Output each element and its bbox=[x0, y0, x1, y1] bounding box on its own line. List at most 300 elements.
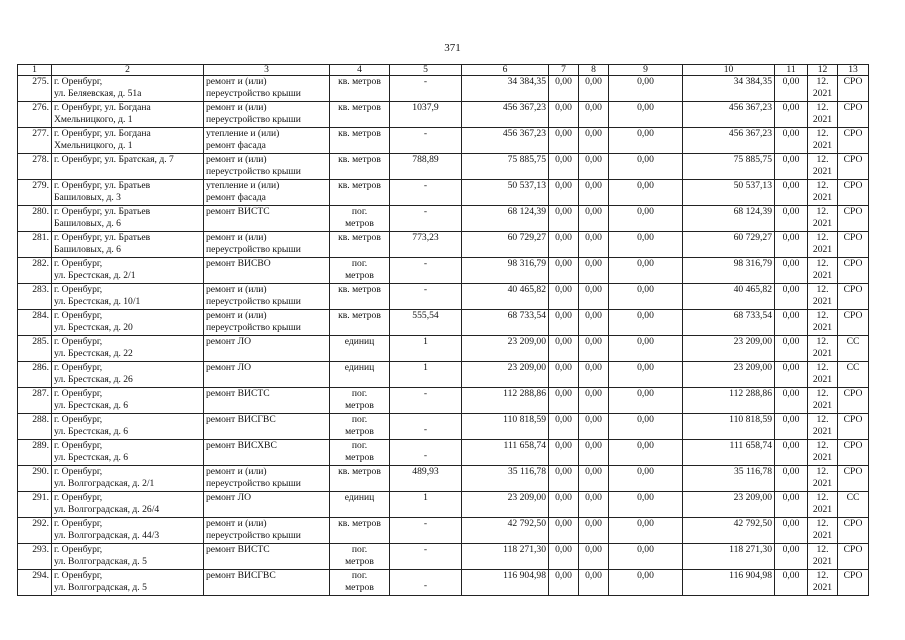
fund-cell-10 bbox=[683, 232, 775, 258]
address-cell bbox=[52, 388, 204, 414]
total-cost-cell bbox=[462, 206, 549, 232]
deadline-cell bbox=[808, 544, 838, 570]
fund-cell-8 bbox=[579, 180, 609, 206]
field-c8: 0,00 bbox=[585, 492, 602, 503]
field-n: 278. bbox=[32, 154, 49, 165]
row-number bbox=[18, 440, 52, 466]
field-c10: 60 729,27 bbox=[733, 232, 772, 243]
field-n: 283. bbox=[32, 284, 49, 295]
fund-cell-8 bbox=[579, 232, 609, 258]
field-qty: 773,23 bbox=[412, 232, 439, 243]
fund-cell-8 bbox=[579, 258, 609, 284]
method-cell bbox=[838, 284, 869, 310]
column-number: 2 bbox=[52, 65, 204, 76]
column-number: 9 bbox=[609, 65, 683, 76]
field-c10: 42 792,50 bbox=[733, 518, 772, 529]
fund-cell-9 bbox=[609, 570, 683, 596]
fund-cell-10 bbox=[683, 206, 775, 232]
field-c9: 0,00 bbox=[637, 336, 654, 347]
fund-cell-8 bbox=[579, 362, 609, 388]
field-org: СРО bbox=[843, 284, 863, 295]
field-work1: ремонт ЛО bbox=[206, 492, 252, 503]
fund-cell-10 bbox=[683, 336, 775, 362]
field-n: 282. bbox=[32, 258, 49, 269]
unit-cell bbox=[330, 76, 390, 102]
quantity-cell bbox=[390, 258, 462, 284]
row-number bbox=[18, 232, 52, 258]
field-n: 292. bbox=[32, 518, 49, 529]
field-addr1: г. Оренбург, ул. Богдана bbox=[54, 128, 151, 139]
fund-cell-10 bbox=[683, 76, 775, 102]
fund-cell-7 bbox=[549, 180, 579, 206]
fund-cell-11 bbox=[775, 310, 808, 336]
field-work1: ремонт и (или) bbox=[206, 76, 267, 87]
field-org: СРО bbox=[843, 570, 863, 581]
field-c8: 0,00 bbox=[585, 206, 602, 217]
field-addr1: г. Оренбург, ул. Богдана bbox=[54, 102, 151, 113]
field-y: 2021 bbox=[812, 504, 833, 515]
fund-cell-7 bbox=[549, 310, 579, 336]
field-c7: 0,00 bbox=[555, 284, 572, 295]
field-unit1: единиц bbox=[344, 492, 375, 503]
table-row bbox=[18, 128, 869, 154]
field-c7: 0,00 bbox=[555, 180, 572, 191]
field-c8: 0,00 bbox=[585, 336, 602, 347]
register-table bbox=[17, 64, 869, 596]
field-unit2: метров bbox=[345, 218, 374, 229]
unit-cell bbox=[330, 518, 390, 544]
field-addr1: г. Оренбург, ул. Братьев bbox=[54, 206, 151, 217]
total-cost-cell bbox=[462, 76, 549, 102]
field-work2: переустройство крыши bbox=[206, 114, 301, 125]
fund-cell-11 bbox=[775, 570, 808, 596]
work-type-cell bbox=[204, 232, 330, 258]
address-cell bbox=[52, 206, 204, 232]
fund-cell-11 bbox=[775, 232, 808, 258]
fund-cell-11 bbox=[775, 258, 808, 284]
fund-cell-10 bbox=[683, 284, 775, 310]
fund-cell-8 bbox=[579, 336, 609, 362]
column-number: 4 bbox=[330, 65, 390, 76]
field-qty: 788,89 bbox=[412, 154, 439, 165]
field-n: 286. bbox=[32, 362, 49, 373]
field-c7: 0,00 bbox=[555, 232, 572, 243]
fund-cell-7 bbox=[549, 388, 579, 414]
unit-cell bbox=[330, 466, 390, 492]
field-addr2: ул. Волгоградская, д. 44/3 bbox=[54, 530, 160, 541]
field-n: 288. bbox=[32, 414, 49, 425]
address-cell bbox=[52, 518, 204, 544]
field-c10: 68 733,54 bbox=[733, 310, 772, 321]
work-type-cell bbox=[204, 492, 330, 518]
field-y: 2021 bbox=[812, 88, 833, 99]
field-c9: 0,00 bbox=[637, 492, 654, 503]
method-cell bbox=[838, 362, 869, 388]
field-c10: 110 818,59 bbox=[729, 414, 772, 425]
field-unit1: пог. bbox=[351, 258, 368, 269]
field-n: 276. bbox=[32, 102, 49, 113]
table-row bbox=[18, 544, 869, 570]
field-qty: 1 bbox=[423, 336, 428, 347]
row-number bbox=[18, 362, 52, 388]
row-number bbox=[18, 518, 52, 544]
fund-cell-7 bbox=[549, 206, 579, 232]
field-addr1: г. Оренбург, bbox=[54, 492, 103, 503]
field-org: СРО bbox=[843, 128, 863, 139]
fund-cell-9 bbox=[609, 76, 683, 102]
fund-cell-9 bbox=[609, 414, 683, 440]
row-number bbox=[18, 414, 52, 440]
field-qty: - bbox=[423, 180, 428, 191]
field-addr1: г. Оренбург, bbox=[54, 362, 103, 373]
field-org: СРО bbox=[843, 258, 863, 269]
unit-cell bbox=[330, 206, 390, 232]
unit-cell bbox=[330, 414, 390, 440]
fund-cell-9 bbox=[609, 102, 683, 128]
address-cell bbox=[52, 440, 204, 466]
unit-cell bbox=[330, 180, 390, 206]
field-c11: 0,00 bbox=[782, 310, 800, 321]
row-number bbox=[18, 388, 52, 414]
field-unit2: метров bbox=[345, 556, 374, 567]
field-qty: - bbox=[423, 258, 428, 269]
work-type-cell bbox=[204, 388, 330, 414]
field-c9: 0,00 bbox=[637, 128, 654, 139]
field-m: 12. bbox=[816, 154, 829, 165]
field-work1: утепление и (или) bbox=[206, 128, 280, 139]
field-y: 2021 bbox=[812, 374, 833, 385]
field-unit1: кв. метров bbox=[338, 180, 381, 191]
work-type-cell bbox=[204, 336, 330, 362]
field-addr1: г. Оренбург, bbox=[54, 284, 103, 295]
field-c8: 0,00 bbox=[585, 102, 602, 113]
field-work2: переустройство крыши bbox=[206, 88, 301, 99]
quantity-cell bbox=[390, 518, 462, 544]
field-c11: 0,00 bbox=[782, 284, 800, 295]
field-org: СРО bbox=[843, 102, 863, 113]
field-addr1: г. Оренбург, bbox=[54, 518, 103, 529]
deadline-cell bbox=[808, 336, 838, 362]
field-org: СРО bbox=[843, 518, 863, 529]
fund-cell-11 bbox=[775, 206, 808, 232]
fund-cell-7 bbox=[549, 284, 579, 310]
field-qty: - bbox=[423, 580, 428, 591]
field-m: 12. bbox=[816, 180, 829, 191]
field-n: 294. bbox=[32, 570, 49, 581]
field-c7: 0,00 bbox=[555, 492, 572, 503]
field-y: 2021 bbox=[812, 530, 833, 541]
field-org: СРО bbox=[843, 466, 863, 477]
field-addr2: Башиловых, д. 6 bbox=[54, 218, 121, 229]
field-y: 2021 bbox=[812, 348, 833, 359]
fund-cell-8 bbox=[579, 414, 609, 440]
field-n: 284. bbox=[32, 310, 49, 321]
table-row bbox=[18, 492, 869, 518]
quantity-cell bbox=[390, 492, 462, 518]
field-unit2: метров bbox=[345, 400, 374, 411]
field-c10: 68 124,39 bbox=[733, 206, 772, 217]
row-number bbox=[18, 128, 52, 154]
total-cost-cell bbox=[462, 492, 549, 518]
field-c8: 0,00 bbox=[585, 570, 602, 581]
field-c8: 0,00 bbox=[585, 180, 602, 191]
field-org: СРО bbox=[843, 206, 863, 217]
field-c9: 0,00 bbox=[637, 310, 654, 321]
field-c7: 0,00 bbox=[555, 544, 572, 555]
unit-cell bbox=[330, 440, 390, 466]
field-n: 279. bbox=[32, 180, 49, 191]
field-unit1: пог. bbox=[351, 544, 368, 555]
table-row bbox=[18, 414, 869, 440]
table-row bbox=[18, 362, 869, 388]
address-cell bbox=[52, 310, 204, 336]
fund-cell-10 bbox=[683, 102, 775, 128]
deadline-cell bbox=[808, 388, 838, 414]
field-c7: 0,00 bbox=[555, 388, 572, 399]
address-cell bbox=[52, 570, 204, 596]
field-c7: 0,00 bbox=[555, 310, 572, 321]
row-number bbox=[18, 310, 52, 336]
table-row bbox=[18, 76, 869, 102]
field-qty: - bbox=[423, 76, 428, 87]
fund-cell-10 bbox=[683, 154, 775, 180]
field-c10: 23 209,00 bbox=[733, 362, 772, 373]
total-cost-cell bbox=[462, 518, 549, 544]
field-addr1: г. Оренбург, ул. Братьев bbox=[54, 180, 151, 191]
field-total: 116 904,98 bbox=[503, 570, 546, 581]
method-cell bbox=[838, 518, 869, 544]
field-work1: ремонт ВИСВО bbox=[206, 258, 271, 269]
field-total: 456 367,23 bbox=[502, 128, 546, 139]
field-total: 60 729,27 bbox=[507, 232, 546, 243]
unit-cell bbox=[330, 388, 390, 414]
field-c8: 0,00 bbox=[585, 232, 602, 243]
field-work1: ремонт и (или) bbox=[206, 102, 267, 113]
quantity-cell bbox=[390, 310, 462, 336]
table-row bbox=[18, 440, 869, 466]
table-row bbox=[18, 258, 869, 284]
work-type-cell bbox=[204, 154, 330, 180]
work-type-cell bbox=[204, 362, 330, 388]
field-addr2: ул. Волгоградская, д. 2/1 bbox=[54, 478, 155, 489]
fund-cell-11 bbox=[775, 440, 808, 466]
total-cost-cell bbox=[462, 414, 549, 440]
column-number: 5 bbox=[390, 65, 462, 76]
deadline-cell bbox=[808, 492, 838, 518]
field-c11: 0,00 bbox=[782, 258, 800, 269]
work-type-cell bbox=[204, 570, 330, 596]
field-m: 12. bbox=[816, 232, 829, 243]
field-c9: 0,00 bbox=[637, 466, 654, 477]
address-cell bbox=[52, 362, 204, 388]
field-total: 50 537,13 bbox=[507, 180, 546, 191]
field-addr1: г. Оренбург, bbox=[54, 310, 103, 321]
field-c7: 0,00 bbox=[555, 258, 572, 269]
field-c11: 0,00 bbox=[782, 154, 800, 165]
field-work1: ремонт и (или) bbox=[206, 310, 267, 321]
field-m: 12. bbox=[816, 466, 829, 477]
method-cell bbox=[838, 102, 869, 128]
field-total: 112 288,86 bbox=[503, 388, 546, 399]
deadline-cell bbox=[808, 518, 838, 544]
deadline-cell bbox=[808, 154, 838, 180]
table-row bbox=[18, 336, 869, 362]
fund-cell-9 bbox=[609, 518, 683, 544]
quantity-cell bbox=[390, 102, 462, 128]
table-row bbox=[18, 466, 869, 492]
field-c9: 0,00 bbox=[637, 284, 654, 295]
field-c8: 0,00 bbox=[585, 258, 602, 269]
fund-cell-8 bbox=[579, 544, 609, 570]
address-cell bbox=[52, 154, 204, 180]
field-total: 110 818,59 bbox=[503, 414, 546, 425]
method-cell bbox=[838, 570, 869, 596]
field-c10: 23 209,00 bbox=[733, 492, 772, 503]
field-addr2: ул. Волгоградская, д. 26/4 bbox=[54, 504, 160, 515]
field-y: 2021 bbox=[812, 296, 833, 307]
field-addr1: г. Оренбург, ул. Братская, д. 7 bbox=[54, 154, 174, 165]
field-org: СРО bbox=[843, 388, 863, 399]
field-c10: 456 367,23 bbox=[728, 102, 772, 113]
field-n: 277. bbox=[32, 128, 49, 139]
total-cost-cell bbox=[462, 154, 549, 180]
address-cell bbox=[52, 102, 204, 128]
fund-cell-11 bbox=[775, 388, 808, 414]
method-cell bbox=[838, 492, 869, 518]
work-type-cell bbox=[204, 310, 330, 336]
field-unit1: кв. метров bbox=[338, 284, 381, 295]
field-unit1: кв. метров bbox=[338, 154, 381, 165]
unit-cell bbox=[330, 128, 390, 154]
method-cell bbox=[838, 388, 869, 414]
total-cost-cell bbox=[462, 466, 549, 492]
field-c7: 0,00 bbox=[555, 440, 572, 451]
work-type-cell bbox=[204, 544, 330, 570]
field-m: 12. bbox=[816, 388, 829, 399]
field-total: 40 465,82 bbox=[507, 284, 546, 295]
field-y: 2021 bbox=[812, 426, 833, 437]
fund-cell-7 bbox=[549, 492, 579, 518]
row-number bbox=[18, 206, 52, 232]
field-c11: 0,00 bbox=[782, 128, 800, 139]
field-addr1: г. Оренбург, bbox=[54, 544, 103, 555]
row-number bbox=[18, 258, 52, 284]
field-c11: 0,00 bbox=[782, 336, 800, 347]
work-type-cell bbox=[204, 466, 330, 492]
field-c9: 0,00 bbox=[637, 440, 654, 451]
field-work1: ремонт и (или) bbox=[206, 284, 267, 295]
field-work1: ремонт ВИСТС bbox=[206, 206, 270, 217]
field-addr1: г. Оренбург, bbox=[54, 336, 103, 347]
total-cost-cell bbox=[462, 544, 549, 570]
table-row bbox=[18, 232, 869, 258]
unit-cell bbox=[330, 258, 390, 284]
address-cell bbox=[52, 232, 204, 258]
work-type-cell bbox=[204, 180, 330, 206]
field-addr2: Башиловых, д. 6 bbox=[54, 244, 121, 255]
field-total: 42 792,50 bbox=[507, 518, 546, 529]
field-work1: ремонт ВИСТС bbox=[206, 388, 270, 399]
fund-cell-11 bbox=[775, 362, 808, 388]
field-m: 12. bbox=[816, 284, 829, 295]
field-m: 12. bbox=[816, 102, 829, 113]
fund-cell-7 bbox=[549, 362, 579, 388]
fund-cell-8 bbox=[579, 284, 609, 310]
table-row bbox=[18, 102, 869, 128]
field-c10: 75 885,75 bbox=[733, 154, 772, 165]
field-qty: 1 bbox=[423, 362, 428, 373]
column-number: 3 bbox=[204, 65, 330, 76]
address-cell bbox=[52, 258, 204, 284]
field-c10: 23 209,00 bbox=[733, 336, 772, 347]
row-number bbox=[18, 102, 52, 128]
field-qty: 489,93 bbox=[412, 466, 439, 477]
field-org: СРО bbox=[843, 310, 863, 321]
field-c7: 0,00 bbox=[555, 154, 572, 165]
field-m: 12. bbox=[816, 440, 829, 451]
field-c7: 0,00 bbox=[555, 362, 572, 373]
address-cell bbox=[52, 76, 204, 102]
field-total: 111 658,74 bbox=[503, 440, 546, 451]
field-c10: 118 271,30 bbox=[729, 544, 772, 555]
field-total: 75 885,75 bbox=[507, 154, 546, 165]
field-c10: 35 116,78 bbox=[733, 466, 772, 477]
field-n: 280. bbox=[32, 206, 49, 217]
field-c11: 0,00 bbox=[782, 362, 800, 373]
field-addr1: г. Оренбург, bbox=[54, 466, 103, 477]
field-org: СРО bbox=[843, 180, 863, 191]
unit-cell bbox=[330, 310, 390, 336]
field-unit1: пог. bbox=[351, 414, 368, 425]
field-m: 12. bbox=[816, 570, 829, 581]
field-org: СРО bbox=[843, 232, 863, 243]
deadline-cell bbox=[808, 258, 838, 284]
fund-cell-7 bbox=[549, 466, 579, 492]
fund-cell-9 bbox=[609, 336, 683, 362]
field-n: 289. bbox=[32, 440, 49, 451]
field-work2: переустройство крыши bbox=[206, 530, 301, 541]
method-cell bbox=[838, 180, 869, 206]
fund-cell-8 bbox=[579, 492, 609, 518]
field-addr2: ул. Брестская, д. 6 bbox=[54, 452, 129, 463]
field-org: СРО bbox=[843, 440, 863, 451]
field-c11: 0,00 bbox=[782, 388, 800, 399]
total-cost-cell bbox=[462, 180, 549, 206]
address-cell bbox=[52, 180, 204, 206]
column-number: 11 bbox=[775, 65, 808, 76]
field-m: 12. bbox=[816, 544, 829, 555]
field-y: 2021 bbox=[812, 478, 833, 489]
field-c11: 0,00 bbox=[782, 180, 800, 191]
field-qty: 555,54 bbox=[412, 310, 439, 321]
field-c7: 0,00 bbox=[555, 570, 572, 581]
unit-cell bbox=[330, 492, 390, 518]
fund-cell-9 bbox=[609, 466, 683, 492]
deadline-cell bbox=[808, 466, 838, 492]
address-cell bbox=[52, 492, 204, 518]
field-n: 293. bbox=[32, 544, 49, 555]
field-unit1: кв. метров bbox=[338, 128, 381, 139]
fund-cell-9 bbox=[609, 492, 683, 518]
fund-cell-10 bbox=[683, 180, 775, 206]
page-number: 371 bbox=[444, 42, 461, 54]
fund-cell-7 bbox=[549, 570, 579, 596]
fund-cell-10 bbox=[683, 414, 775, 440]
field-unit1: кв. метров bbox=[338, 310, 381, 321]
field-c8: 0,00 bbox=[585, 284, 602, 295]
field-c9: 0,00 bbox=[637, 518, 654, 529]
field-unit1: кв. метров bbox=[338, 466, 381, 477]
